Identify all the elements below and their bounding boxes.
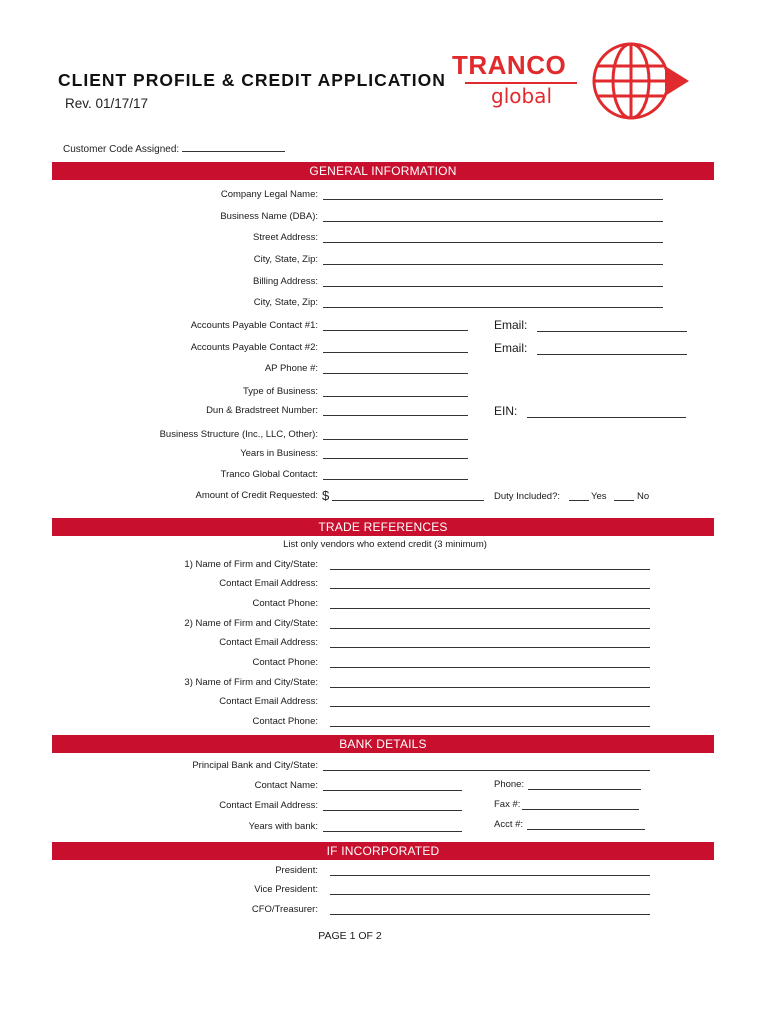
- cfo-treasurer-field[interactable]: [330, 904, 650, 915]
- page-number: PAGE 1 OF 2: [318, 930, 382, 942]
- duty-included-label: Duty Included?:: [494, 491, 561, 502]
- trade-ref-1-email-field[interactable]: [330, 578, 650, 589]
- years-in-business-row: [0, 448, 770, 462]
- logo-subtext: global: [491, 84, 552, 108]
- bank-contact-name-field[interactable]: [323, 780, 462, 791]
- company-legal-name-label: Company Legal Name:: [220, 189, 318, 200]
- dun-bradstreet-label: Dun & Bradstreet Number:: [206, 405, 318, 416]
- billing-address-label: Billing Address:: [253, 276, 318, 287]
- trade-ref-3-phone-row: [0, 716, 770, 730]
- president-row: [0, 865, 770, 879]
- business-name-label: Business Name (DBA):: [220, 211, 318, 222]
- revision-date: Rev. 01/17/17: [65, 96, 149, 111]
- vice-president-label: Vice President:: [254, 884, 318, 895]
- cfo-treasurer-row: [0, 904, 770, 918]
- section-if-incorporated: IF INCORPORATED: [52, 842, 714, 860]
- email-1-label: Email:: [494, 318, 528, 332]
- bank-phone-label: Phone:: [494, 779, 525, 790]
- street-address-field[interactable]: [323, 232, 663, 243]
- ap-contact-1-label: Accounts Payable Contact #1:: [190, 320, 318, 331]
- bank-contact-email-label: Contact Email Address:: [219, 800, 318, 811]
- trade-ref-2-phone-field[interactable]: [330, 657, 650, 668]
- document-title: CLIENT PROFILE & CREDIT APPLICATION: [58, 70, 446, 90]
- business-structure-label: Business Structure (Inc., LLC, Other):: [159, 429, 318, 440]
- ap-contact-1-row: [0, 320, 770, 334]
- trade-ref-2-firm-field[interactable]: [330, 618, 650, 629]
- business-name-field[interactable]: [323, 211, 663, 222]
- trade-ref-2-firm-label: 2) Name of Firm and City/State:: [184, 618, 318, 629]
- section-bank-details: BANK DETAILS: [52, 735, 714, 753]
- ap-contact-2-row: [0, 342, 770, 356]
- customer-code-field[interactable]: [182, 142, 285, 152]
- ap-phone-field[interactable]: [323, 363, 468, 374]
- tranco-contact-label: Tranco Global Contact:: [220, 469, 318, 480]
- trade-ref-3-phone-label: Contact Phone:: [252, 716, 318, 727]
- section-general-information: GENERAL INFORMATION: [52, 162, 714, 180]
- company-legal-name-row: [0, 189, 770, 203]
- vice-president-row: [0, 884, 770, 898]
- dun-bradstreet-row: [0, 405, 770, 419]
- bank-acct-field[interactable]: [527, 819, 645, 830]
- credit-requested-row: [0, 490, 770, 504]
- ap-contact-2-label: Accounts Payable Contact #2:: [190, 342, 318, 353]
- ap-contact-1-field[interactable]: [323, 320, 468, 331]
- ap-contact-2-field[interactable]: [323, 342, 468, 353]
- bank-phone-field[interactable]: [528, 779, 641, 790]
- principal-bank-label: Principal Bank and City/State:: [192, 760, 318, 771]
- trade-ref-1-phone-field[interactable]: [330, 598, 650, 609]
- trade-ref-1-firm-row: [0, 559, 770, 573]
- trade-ref-3-email-field[interactable]: [330, 696, 650, 707]
- bank-acct-label: Acct #:: [494, 819, 524, 830]
- billing-city-state-zip-label: City, State, Zip:: [253, 297, 318, 308]
- trade-ref-2-phone-label: Contact Phone:: [252, 657, 318, 668]
- business-structure-row: [0, 429, 770, 443]
- president-label: President:: [275, 865, 318, 876]
- email-2-label: Email:: [494, 341, 528, 355]
- years-in-business-field[interactable]: [323, 448, 468, 459]
- bank-contact-name-label: Contact Name:: [254, 780, 318, 791]
- company-legal-name-field[interactable]: [323, 189, 663, 200]
- trade-ref-1-firm-label: 1) Name of Firm and City/State:: [184, 559, 318, 570]
- city-state-zip-label: City, State, Zip:: [253, 254, 318, 265]
- email-1-field[interactable]: [537, 321, 687, 332]
- business-structure-field[interactable]: [323, 429, 468, 440]
- trade-ref-3-firm-field[interactable]: [330, 677, 650, 688]
- trade-ref-2-firm-row: [0, 618, 770, 632]
- customer-code-row: [63, 142, 285, 155]
- ap-phone-row: [0, 363, 770, 377]
- bank-contact-name-row: [0, 780, 770, 794]
- trade-references-note: List only vendors who extend credit (3 minimum): [283, 539, 487, 550]
- trade-ref-3-email-row: [0, 696, 770, 710]
- ein-field[interactable]: [527, 407, 686, 418]
- years-with-bank-field[interactable]: [323, 821, 462, 832]
- email-2-field[interactable]: [537, 344, 687, 355]
- years-with-bank-row: [0, 821, 770, 835]
- city-state-zip-field[interactable]: [323, 254, 663, 265]
- bank-contact-email-field[interactable]: [323, 800, 462, 811]
- billing-city-state-zip-row: [0, 297, 770, 311]
- ein-label: EIN:: [494, 404, 518, 418]
- tranco-contact-field[interactable]: [323, 469, 468, 480]
- ap-phone-label: AP Phone #:: [264, 363, 318, 374]
- billing-address-row: [0, 276, 770, 290]
- logo-wordmark: TRANCO: [452, 50, 567, 80]
- vice-president-field[interactable]: [330, 884, 650, 895]
- trade-ref-1-email-row: [0, 578, 770, 592]
- years-with-bank-label: Years with bank:: [248, 821, 318, 832]
- years-in-business-label: Years in Business:: [240, 448, 318, 459]
- trade-ref-3-email-label: Contact Email Address:: [219, 696, 318, 707]
- duty-yes-field[interactable]: [569, 490, 589, 501]
- type-of-business-field[interactable]: [323, 386, 468, 397]
- trade-ref-2-email-label: Contact Email Address:: [219, 637, 318, 648]
- bank-fax-label: Fax #:: [494, 799, 521, 810]
- bank-contact-email-row: [0, 800, 770, 814]
- globe-arrow-icon: [589, 38, 693, 124]
- duty-no-field[interactable]: [614, 490, 634, 501]
- section-trade-references: TRADE REFERENCES: [52, 518, 714, 536]
- president-field[interactable]: [330, 865, 650, 876]
- city-state-zip-row: [0, 254, 770, 268]
- trade-ref-1-phone-label: Contact Phone:: [252, 598, 318, 609]
- type-of-business-label: Type of Business:: [243, 386, 318, 397]
- credit-requested-field[interactable]: [332, 490, 484, 501]
- dollar-sign: $: [322, 488, 330, 503]
- trade-ref-1-phone-row: [0, 598, 770, 612]
- trade-ref-3-phone-field[interactable]: [330, 716, 650, 727]
- trade-ref-1-firm-field[interactable]: [330, 559, 650, 570]
- street-address-row: [0, 232, 770, 246]
- business-name-row: [0, 211, 770, 225]
- trade-ref-2-email-field[interactable]: [330, 637, 650, 648]
- duty-no-label: No: [637, 491, 650, 502]
- trade-ref-2-phone-row: [0, 657, 770, 671]
- tranco-global-logo: [447, 38, 697, 128]
- trade-ref-2-email-row: [0, 637, 770, 651]
- trade-ref-3-firm-label: 3) Name of Firm and City/State:: [184, 677, 318, 688]
- customer-code-label: Customer Code Assigned:: [63, 144, 180, 155]
- dun-bradstreet-field[interactable]: [323, 405, 468, 416]
- cfo-treasurer-label: CFO/Treasurer:: [251, 904, 318, 915]
- type-of-business-row: [0, 386, 770, 400]
- trade-ref-1-email-label: Contact Email Address:: [219, 578, 318, 589]
- duty-yes-label: Yes: [591, 491, 607, 502]
- street-address-label: Street Address:: [253, 232, 318, 243]
- credit-requested-label: Amount of Credit Requested:: [195, 490, 318, 501]
- tranco-contact-row: [0, 469, 770, 483]
- principal-bank-field[interactable]: [323, 760, 650, 771]
- billing-city-state-zip-field[interactable]: [323, 297, 663, 308]
- principal-bank-row: [0, 760, 770, 774]
- bank-fax-field[interactable]: [522, 799, 639, 810]
- billing-address-field[interactable]: [323, 276, 663, 287]
- trade-ref-3-firm-row: [0, 677, 770, 691]
